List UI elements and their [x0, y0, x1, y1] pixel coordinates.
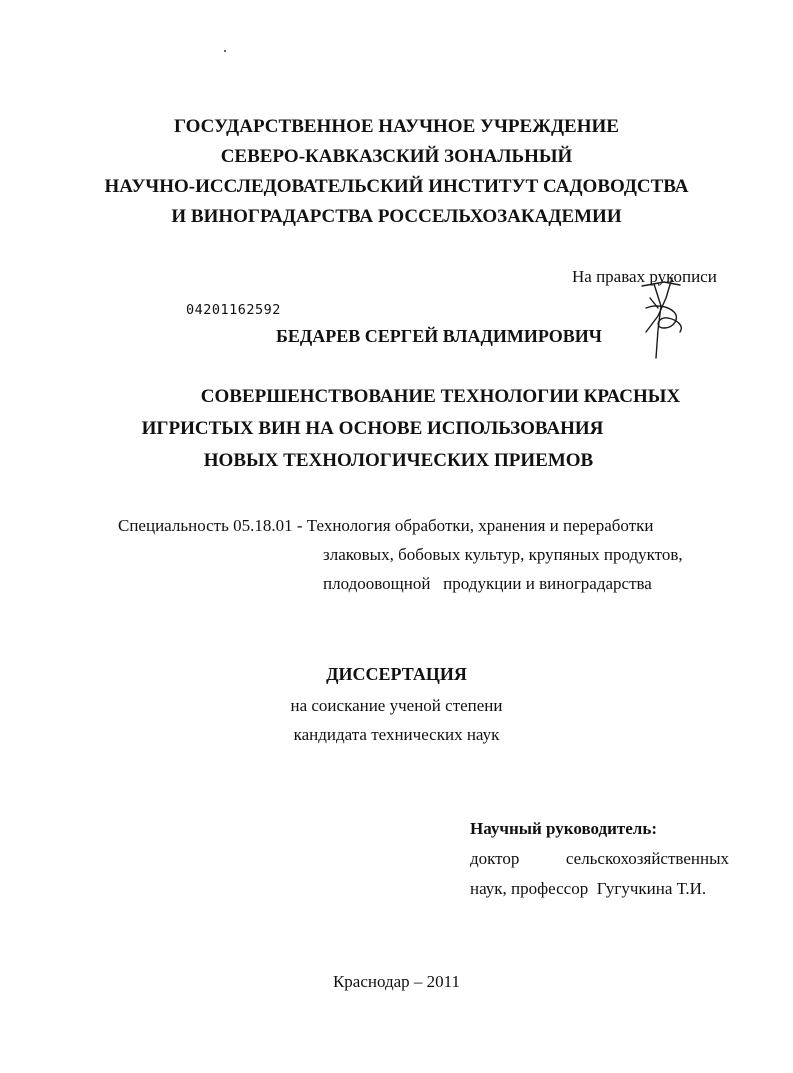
scan-speck — [224, 50, 226, 52]
supervisor-degree-word: доктор — [470, 849, 520, 868]
title-line: ИГРИСТЫХ ВИН НА ОСНОВЕ ИСПОЛЬЗОВАНИЯ — [141, 418, 604, 439]
degree-line: кандидата технических наук — [293, 725, 500, 744]
specialty-line: злаковых, бобовых культур, крупяных продуктов, — [323, 545, 683, 564]
handwritten-signature — [628, 272, 694, 364]
city-year: Краснодар – 2011 — [332, 972, 461, 991]
catalog-number: 04201162592 — [186, 302, 281, 318]
specialty-line: плодоовощной продукции и виноградарства — [323, 574, 652, 593]
title-line: НОВЫХ ТЕХНОЛОГИЧЕСКИХ ПРИЕМОВ — [203, 450, 594, 471]
supervisor-line: наук, профессор Гугучкина Т.И. — [470, 879, 707, 898]
dissertation-title — [0, 381, 793, 477]
institution-line: ГОСУДАРСТВЕННОЕ НАУЧНОЕ УЧРЕЖДЕНИЕ — [174, 116, 619, 137]
institution-line: СЕВЕРО-КАВКАЗСКИЙ ЗОНАЛЬНЫЙ — [220, 146, 573, 167]
supervisor-line — [470, 845, 729, 873]
supervisor-heading: Научный руководитель: — [470, 819, 657, 838]
title-line: СОВЕРШЕНСТВОВАНИЕ ТЕХНОЛОГИИ КРАСНЫХ — [200, 386, 681, 407]
institution-header — [0, 112, 793, 232]
author-name: БЕДАРЕВ СЕРГЕЙ ВЛАДИМИРОВИЧ — [276, 326, 602, 346]
institution-line: НАУЧНО-ИССЛЕДОВАТЕЛЬСКИЙ ИНСТИТУТ САДОВОДСТВА — [104, 176, 689, 197]
manuscript-note: На правах рукописи — [572, 267, 717, 286]
institution-line: И ВИНОГРАДАРСТВА РОССЕЛЬХОЗАКАДЕМИИ — [171, 206, 622, 227]
degree-heading: ДИССЕРТАЦИЯ — [326, 664, 467, 684]
supervisor-field: сельскохозяйственных — [565, 849, 729, 868]
degree-line: на соискание ученой степени — [290, 696, 503, 715]
specialty-line: Специальность 05.18.01 - Технология обработки, хранения и переработки — [118, 516, 654, 535]
